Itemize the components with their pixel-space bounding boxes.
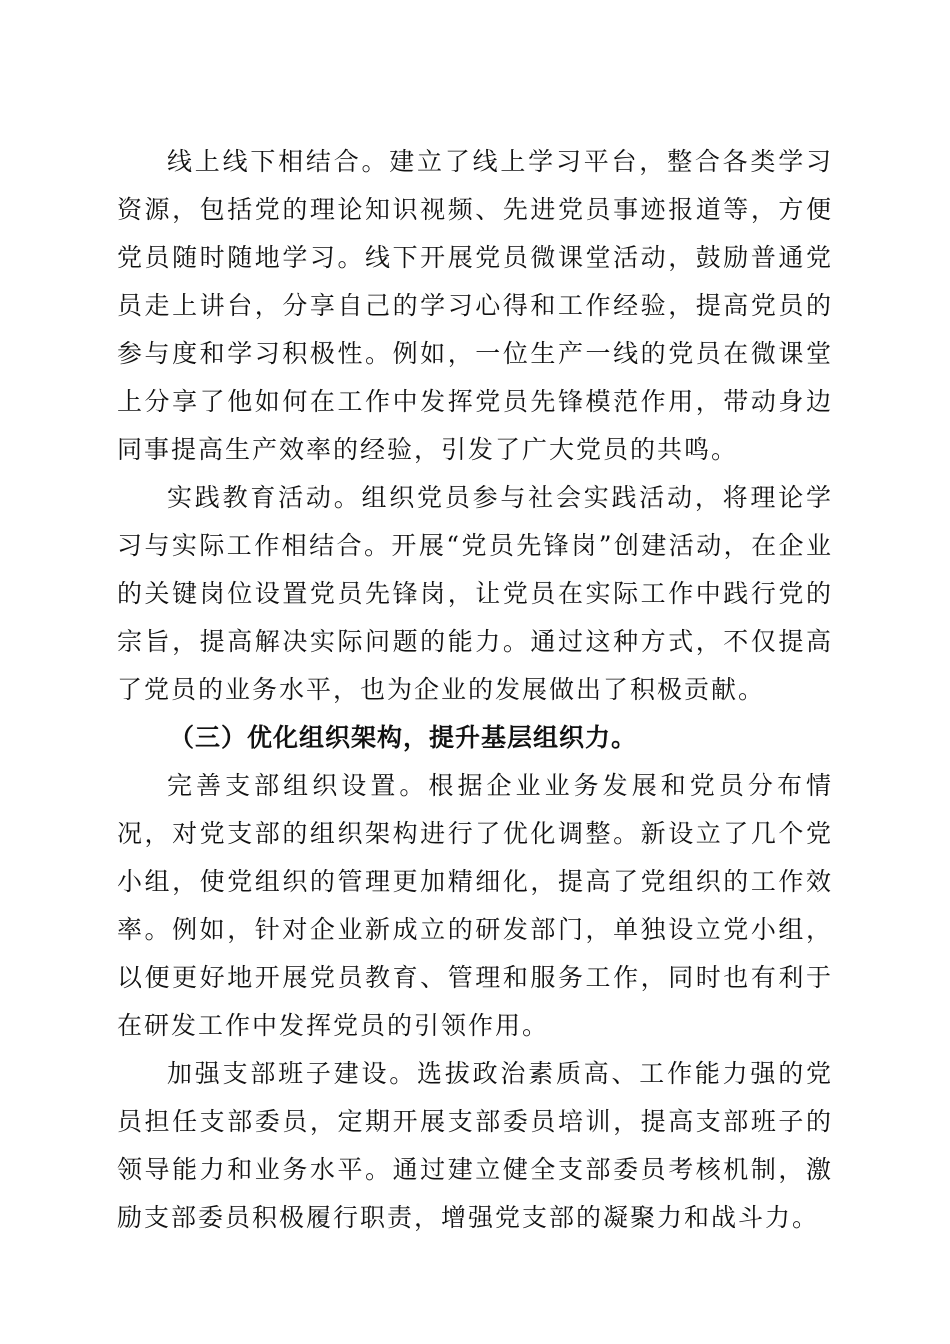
paragraph-online-offline: 线上线下相结合。建立了线上学习平台，整合各类学习资源，包括党的理论知识视频、先进党员事迹报道等，方便党员随时随地学习。线下开展党员微课堂活动，鼓励普通党员走上讲台，分享自己的学习心得和工作经验，提高党员的参与度和学习积极性。例如，一位生产一线的党员在微课堂上分享了他如何在工作中发挥党员先锋模范作用，带动身边同事提高生产效率的经验，引发了广大党员的共鸣。: [117, 147, 833, 464]
paragraph-practice-education: 实践教育活动。组织党员参与社会实践活动，将理论学习与实际工作相结合。开展“党员先锋岗”创建活动，在企业的关键岗位设置党员先锋岗，让党员在实际工作中践行党的宗旨，提高解决实际问题的能力。通过这种方式，不仅提高了党员的业务水平，也为企业的发展做出了积极贡献。: [117, 483, 833, 704]
paragraph-branch-setup: 完善支部组织设置。根据企业业务发展和党员分布情况，对党支部的组织架构进行了优化调整。新设立了几个党小组，使党组织的管理更加精细化，提高了党组织的工作效率。例如，针对企业新成立的研发部门，单独设立党小组，以便更好地开展党员教育、管理和服务工作，同时也有利于在研发工作中发挥党员的引领作用。: [117, 771, 833, 1040]
paragraph-branch-team: 加强支部班子建设。选拔政治素质高、工作能力强的党员担任支部委员，定期开展支部委员培训，提高支部班子的领导能力和业务水平。通过建立健全支部委员考核机制，激励支部委员积极履行职责，增强党支部的凝聚力和战斗力。: [117, 1059, 833, 1232]
document-body: [117, 138, 833, 1242]
section-heading: （三）优化组织架构，提升基层组织力。: [169, 723, 638, 752]
